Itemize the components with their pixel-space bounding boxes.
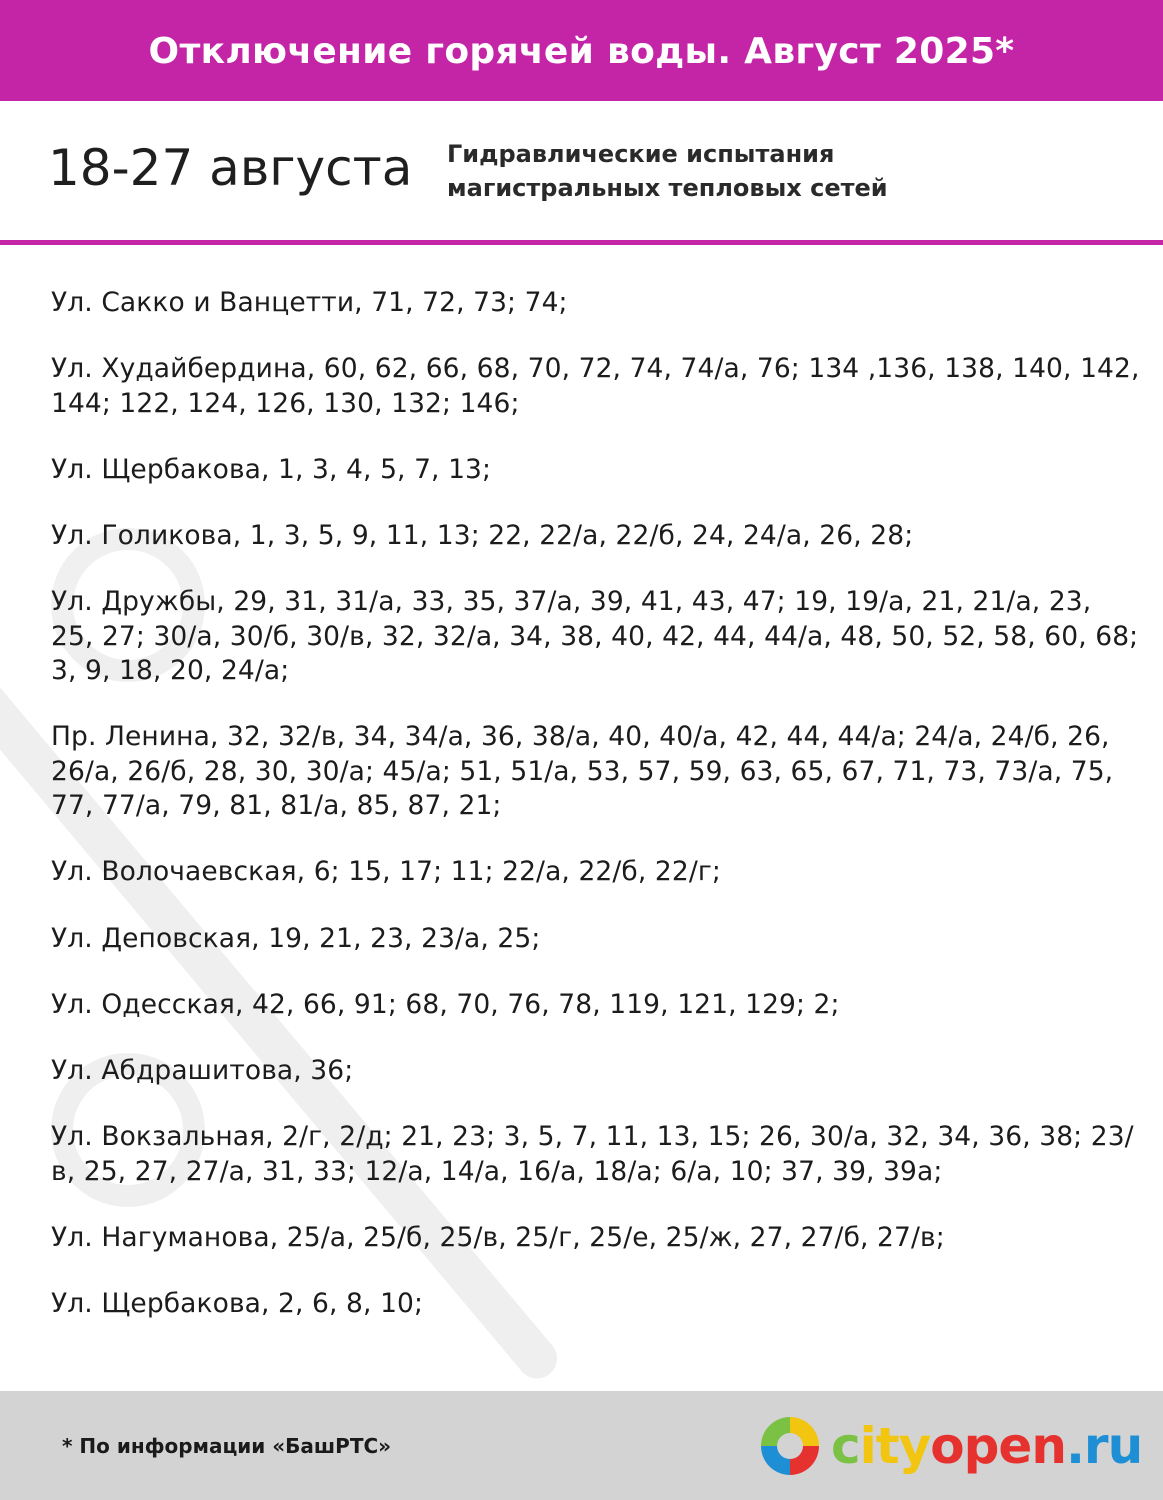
street-entry-golikova: Ул. Голикова, 1, 3, 5, 9, 11, 13; 22, 22/а, 22/б, 24, 24/а, 26, 28; bbox=[51, 520, 914, 552]
header-bar bbox=[0, 0, 1163, 101]
street-entry-vokzalnaya: Ул. Вокзальная, 2/г, 2/д; 21, 23; 3, 5, 7, 11, 13, 15; 26, 30/а, 32, 34, 36, 38; 23/в, 25, 27, 27/а, 31, 33; 12/а, 14/а, 16/а, 18/а; 6/а, 10; 37, 39, 39а; bbox=[51, 1121, 1134, 1187]
street-entry-lenina: Пр. Ленина, 32, 32/в, 34, 34/а, 36, 38/а, 40, 40/а, 42, 44, 44/а; 24/а, 24/б, 26, 26/а, 26/б, 28, 30, 30/а; 45/а; 51, 51/а, 53, 57, 59, 63, 65, 67, 71, 73, 73/а, 75, 77, 77/а, 79, 81, 81/а, 85, 87, 21; bbox=[51, 721, 1114, 821]
date-range: 18-27 августа bbox=[48, 139, 413, 197]
street-entry-khudaiberdina: Ул. Худайбердина, 60, 62, 66, 68, 70, 72, 74, 74/а, 76; 134 ,136, 138, 140, 142, 144; 122, 124, 126, 130, 132; 146; bbox=[51, 353, 1140, 419]
street-entry-shcherbakova-odd: Ул. Щербакова, 1, 3, 4, 5, 7, 13; bbox=[51, 453, 492, 485]
cityopen-wordmark: cityopen.ru bbox=[831, 1417, 1143, 1475]
reason-text bbox=[447, 137, 888, 205]
source-footnote: * По информации «БашРТС» bbox=[62, 1434, 392, 1458]
street-entry-depovskaya: Ул. Деповская, 19, 21, 23, 23/а, 25; bbox=[51, 922, 541, 954]
street-list bbox=[51, 286, 1141, 1354]
cityopen-swirl-icon bbox=[757, 1413, 823, 1479]
reason-line-2: магистральных тепловых сетей bbox=[447, 174, 888, 202]
street-entry-nagumanova: Ул. Нагуманова, 25/а, 25/б, 25/в, 25/г, 25/е, 25/ж, 27, 27/б, 27/в; bbox=[51, 1222, 945, 1254]
street-entry-volochaevskaya: Ул. Волочаевская, 6; 15, 17; 11; 22/а, 22/б, 22/г; bbox=[51, 856, 721, 888]
street-entry-sacco-vanzetti: Ул. Сакко и Ванцетти, 71, 72, 73; 74; bbox=[51, 287, 568, 318]
street-entry-shcherbakova-even: Ул. Щербакова, 2, 6, 8, 10; bbox=[51, 1288, 424, 1320]
header-divider bbox=[0, 240, 1163, 245]
page-title: Отключение горячей воды. Август 2025* bbox=[148, 31, 1015, 72]
street-entry-druzhby: Ул. Дружбы, 29, 31, 31/а, 33, 35, 37/а, 39, 41, 43, 47; 19, 19/а, 21, 21/а, 23, 25, 27; 30/а, 30/б, 30/в, 32, 32/а, 34, 38, 40, 42, 44, 44/а, 48, 50, 52, 58, 60, 68; 3, 9, 18, 20, 24/а; bbox=[51, 586, 1139, 687]
cityopen-logo bbox=[757, 1413, 1142, 1479]
street-entry-abdrashitova: Ул. Абдрашитова, 36; bbox=[51, 1055, 354, 1087]
reason-line-1: Гидравлические испытания bbox=[447, 140, 835, 168]
street-entry-odesskaya: Ул. Одесская, 42, 66, 91; 68, 70, 76, 78, 119, 121, 129; 2; bbox=[51, 988, 840, 1020]
